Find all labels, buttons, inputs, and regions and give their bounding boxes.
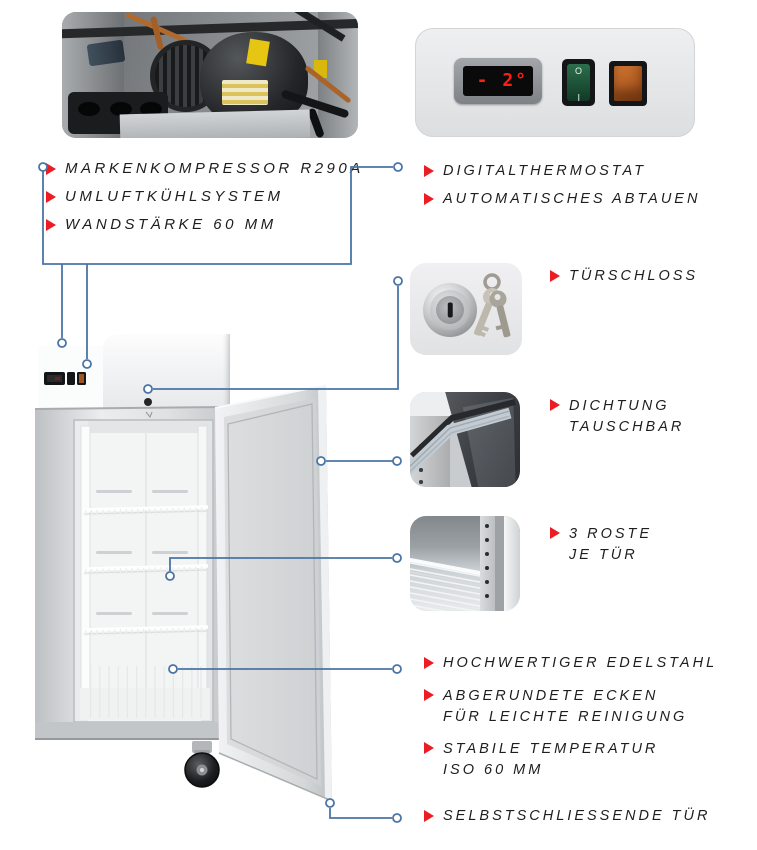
feature-edelstahl: HOCHWERTIGER EDELSTAHL <box>424 656 717 671</box>
feature-bullet-icon <box>550 270 560 282</box>
compressor-photo <box>62 12 358 138</box>
feature-bullet-icon <box>550 399 560 411</box>
door-lock-photo <box>410 263 522 355</box>
housing-shade <box>221 334 230 408</box>
fridge-base <box>35 722 225 740</box>
door-gasket-photo <box>410 392 520 487</box>
feature-bullet-icon <box>46 191 56 203</box>
feature-digitalthermostat: DIGITALTHERMOSTAT <box>424 164 646 179</box>
compressor-label <box>222 80 268 105</box>
feature-abgerundete-ecken: ABGERUNDETE ECKEN FÜR LEICHTE REINIGUNG <box>424 686 687 728</box>
fridge-top-housing <box>103 333 230 408</box>
feature-bullet-icon <box>46 163 56 175</box>
feature-selbstschliessende-tuer: SELBSTSCHLIESSENDE TÜR <box>424 809 710 824</box>
feature-automatisches-abtauen: AUTOMATISCHES ABTAUEN <box>424 192 700 207</box>
feature-dichtung: DICHTUNG TAUSCHBAR <box>550 396 684 438</box>
feature-bullet-icon <box>424 657 434 669</box>
yellow-sticker <box>246 39 270 67</box>
feature-bullet-icon <box>424 742 434 754</box>
lock-cylinder <box>423 283 477 337</box>
fridge-door <box>215 385 332 801</box>
feature-roste: 3 ROSTE JE TÜR <box>550 524 652 566</box>
caster-wheel <box>185 741 219 787</box>
feature-markenkompressor: MARKENKOMPRESSOR R290A <box>46 161 364 176</box>
feature-bullet-icon <box>550 527 560 539</box>
keyhole-icon <box>448 303 453 318</box>
feature-tuerschloss: TÜRSCHLOSS <box>550 269 698 284</box>
power-switch-green: O <box>562 59 595 106</box>
shelves-photo <box>410 516 520 611</box>
digital-display <box>454 58 542 104</box>
thermostat-photo <box>415 28 695 137</box>
light-switch-orange <box>609 61 647 106</box>
feature-umluftkuehlsystem: UMLUFTKÜHLSYSTEM <box>46 189 284 204</box>
feature-bullet-icon <box>46 219 56 231</box>
door-lock-hole <box>144 398 152 406</box>
shelf-pillar-right <box>198 426 207 716</box>
feature-bullet-icon <box>424 810 434 822</box>
temperature-readout: - 2° <box>463 66 533 96</box>
gasket-strip <box>410 392 520 487</box>
keys-icon <box>472 271 518 349</box>
feature-stabile-temperatur: STABILE TEMPERATUR ISO 60 MM <box>424 739 658 781</box>
feature-wandstaerke: WANDSTÄRKE 60 MM <box>46 217 277 232</box>
base-plate <box>120 110 311 138</box>
feature-bullet-icon <box>424 165 434 177</box>
feature-bullet-icon <box>424 193 434 205</box>
feature-bullet-icon <box>424 689 434 701</box>
